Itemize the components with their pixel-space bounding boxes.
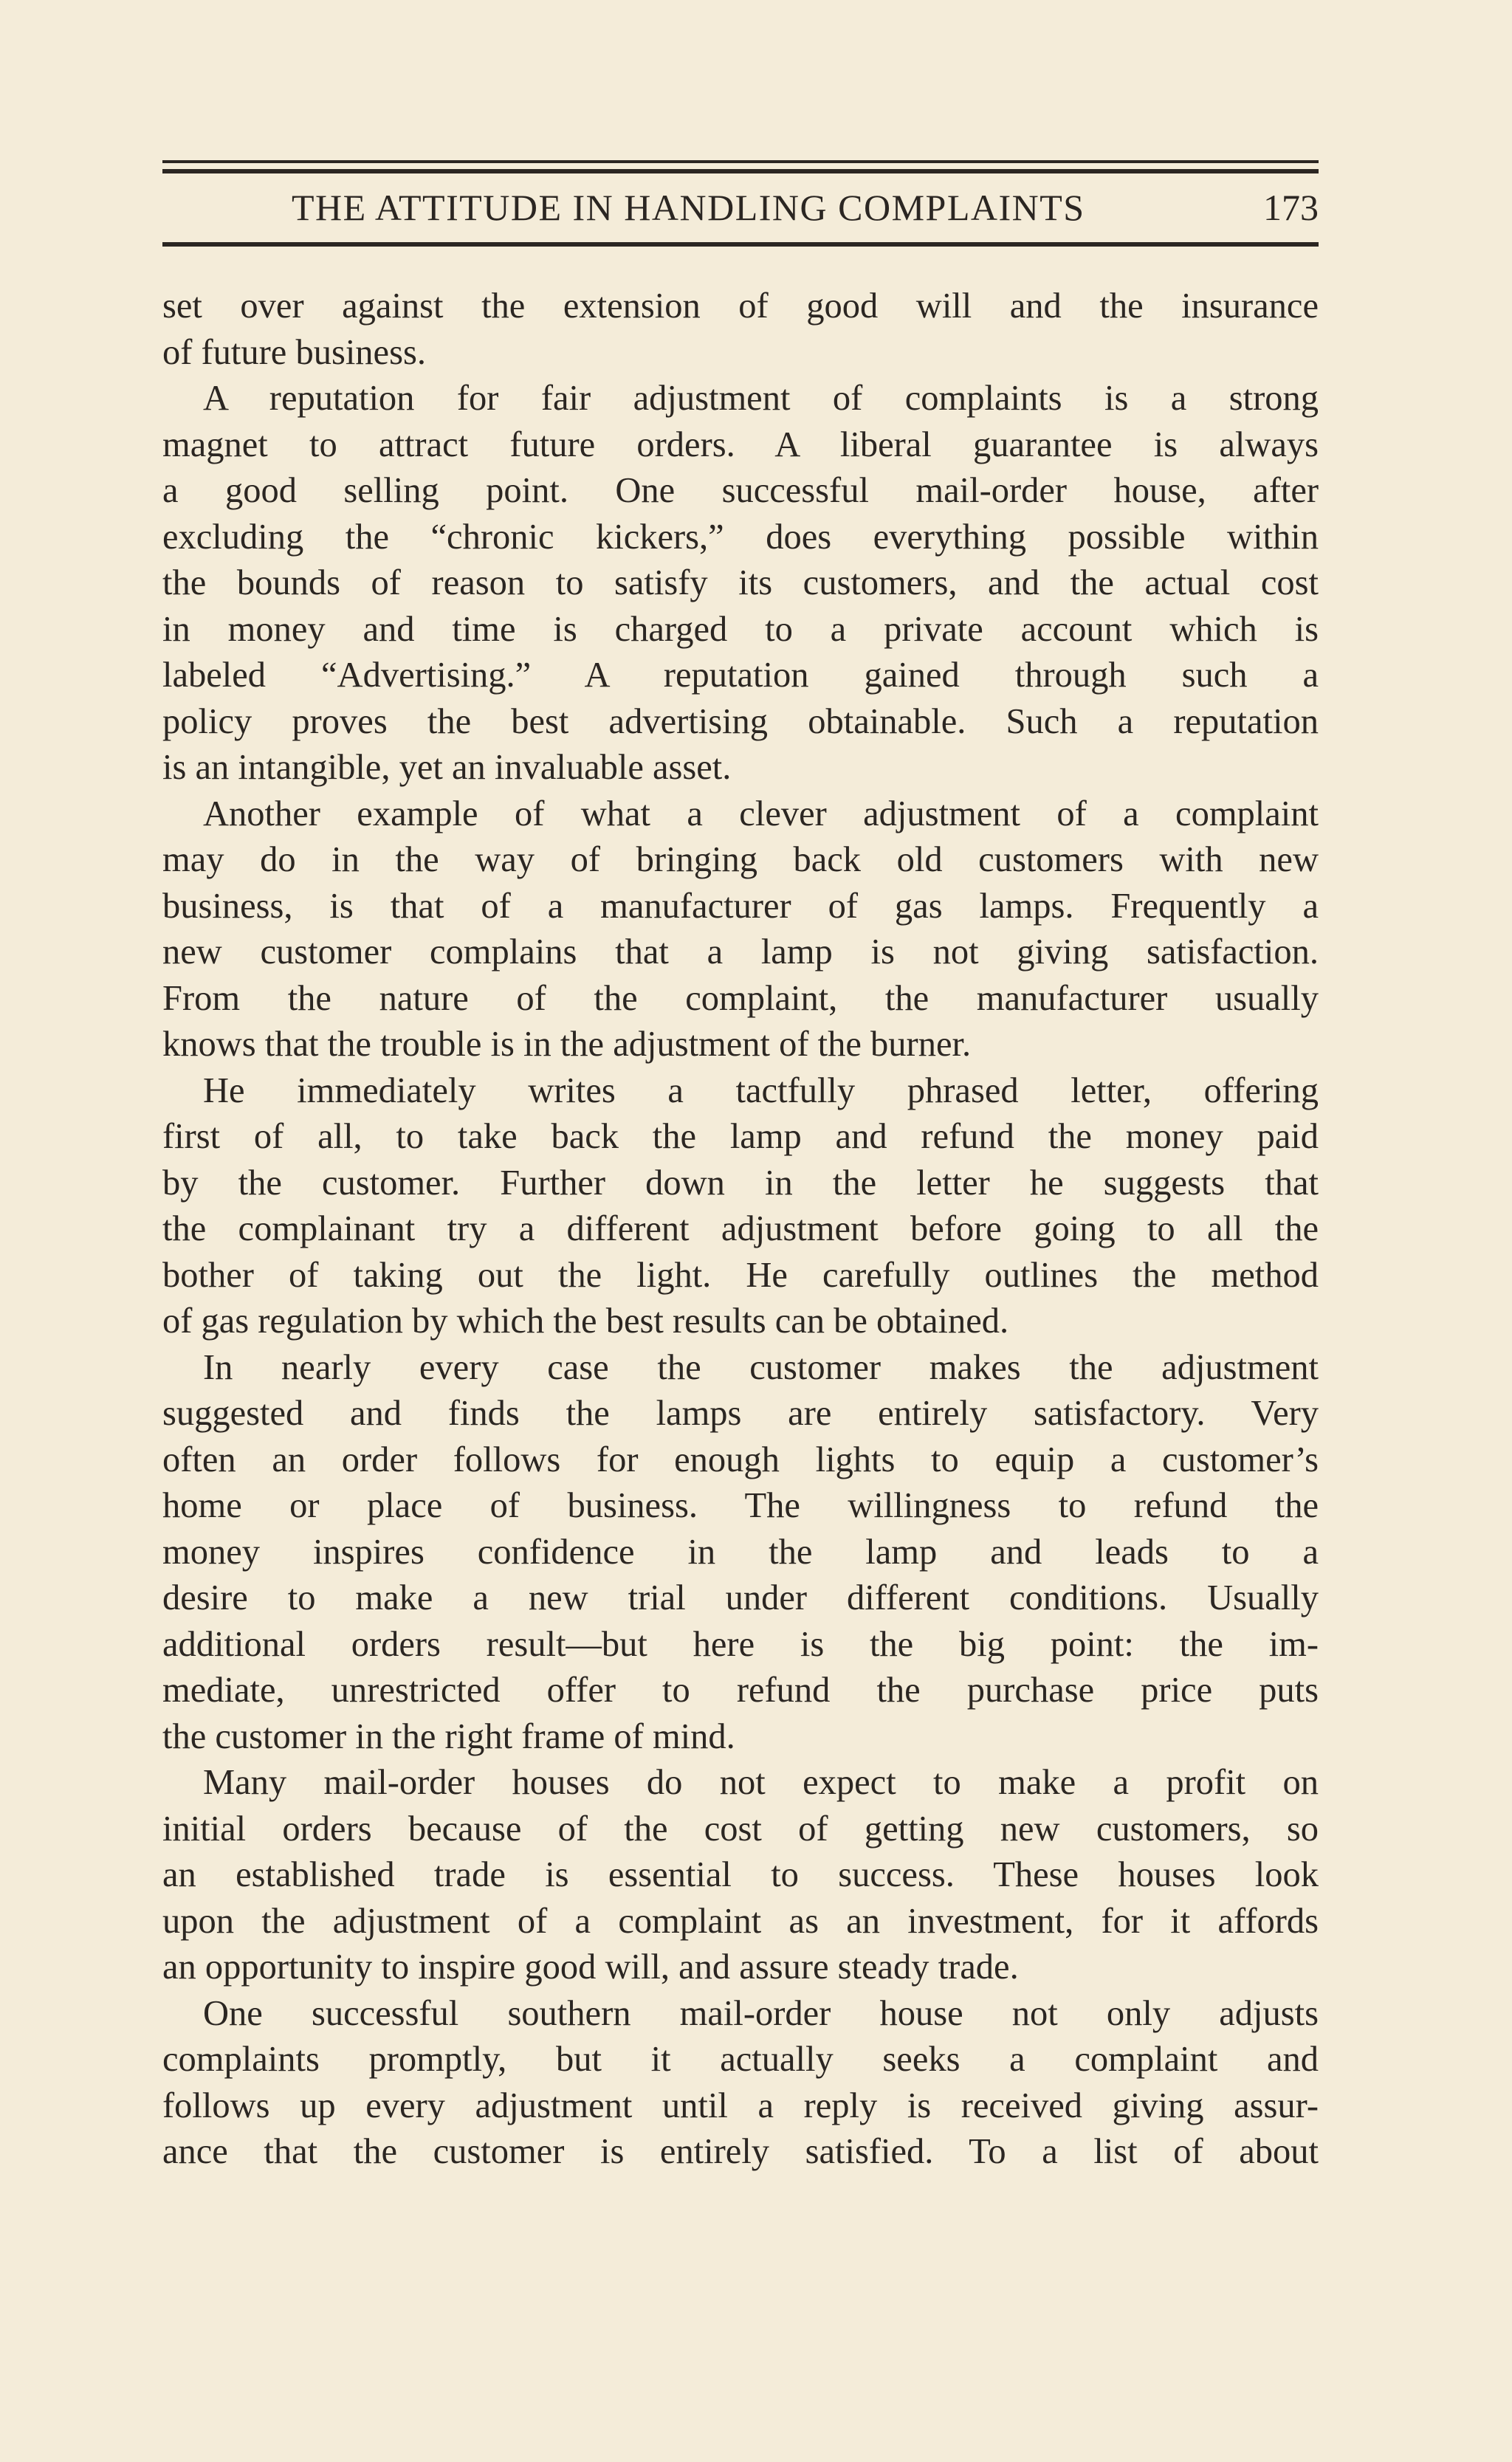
- text-line: knows that the trouble is in the adjustment of the burner.: [162, 1025, 972, 1064]
- text-line: Many mail-order houses do not expect to make a profit on: [203, 1763, 1319, 1802]
- text-line: of future business.: [162, 332, 426, 372]
- text-line: bother of taking out the light. He carefully outlines the method: [162, 1255, 1319, 1295]
- text-line: the bounds of reason to satisfy its customers, and the actual cost: [162, 563, 1319, 602]
- text-line: He immediately writes a tactfully phrased letter, offering: [203, 1070, 1319, 1110]
- text-line: upon the adjustment of a complaint as an investment, for it affords: [162, 1901, 1319, 1941]
- text-line: additional orders result—but here is the big point: the im-: [162, 1624, 1319, 1664]
- text-line: policy proves the best advertising obtainable. Such a reputation: [162, 701, 1319, 741]
- text-line: money inspires confidence in the lamp and leads to a: [162, 1532, 1319, 1572]
- header-rule-top-thick: [162, 169, 1319, 173]
- text-line: complaints promptly, but it actually seeks a complaint and: [162, 2040, 1319, 2079]
- text-line: is an intangible, yet an invaluable asset.: [162, 748, 732, 787]
- text-line: mediate, unrestricted offer to refund the purchase price puts: [162, 1671, 1319, 1710]
- text-line: desire to make a new trial under different conditions. Usually: [162, 1578, 1319, 1617]
- header-rule-bottom: [162, 242, 1319, 247]
- text-line: In nearly every case the customer makes the adjustment: [203, 1347, 1319, 1387]
- text-line: set over against the extension of good will and the insurance: [162, 286, 1319, 326]
- body-text: [162, 283, 1319, 2176]
- header-rule-top-thin: [162, 160, 1319, 163]
- text-line: the complainant try a different adjustment before going to all the: [162, 1209, 1319, 1248]
- text-line: first of all, to take back the lamp and refund the money paid: [162, 1117, 1319, 1156]
- text-line: the customer in the right frame of mind.: [162, 1716, 735, 1756]
- text-line: magnet to attract future orders. A liberal guarantee is always: [162, 424, 1319, 464]
- running-head: [162, 185, 1319, 236]
- text-line: ance that the customer is entirely satisfied. To a list of about: [162, 2132, 1319, 2171]
- text-line: labeled “Advertising.” A reputation gained through such a: [162, 656, 1319, 695]
- text-line: by the customer. Further down in the letter he suggests that: [162, 1163, 1319, 1203]
- text-line: initial orders because of the cost of getting new customers, so: [162, 1809, 1319, 1849]
- text-line: home or place of business. The willingness to refund the: [162, 1486, 1319, 1525]
- text-line: From the nature of the complaint, the manufacturer usually: [162, 978, 1319, 1018]
- text-line: often an order follows for enough lights to equip a customer’s: [162, 1440, 1319, 1479]
- running-title: THE ATTITUDE IN HANDLING COMPLAINTS: [292, 187, 1085, 228]
- text-line: may do in the way of bringing back old customers with new: [162, 840, 1319, 879]
- text-line: follows up every adjustment until a reply is received giving assur-: [162, 2086, 1319, 2125]
- text-line: excluding the “chronic kickers,” does everything possible within: [162, 517, 1319, 557]
- text-line: new customer complains that a lamp is not giving satisfaction.: [162, 932, 1319, 972]
- page-number: 173: [1263, 187, 1319, 228]
- text-line: an established trade is essential to success. These houses look: [162, 1855, 1319, 1894]
- text-line: Another example of what a clever adjustment of a complaint: [203, 794, 1319, 833]
- text-line: One successful southern mail-order house not only adjusts: [203, 1993, 1319, 2033]
- text-line: business, is that of a manufacturer of gas lamps. Frequently a: [162, 886, 1319, 926]
- text-line: an opportunity to inspire good will, and assure steady trade.: [162, 1947, 1019, 1987]
- text-line: of gas regulation by which the best results can be obtained.: [162, 1302, 1009, 1341]
- text-line: A reputation for fair adjustment of complaints is a strong: [203, 379, 1319, 418]
- text-line: suggested and finds the lamps are entirely satisfactory. Very: [162, 1394, 1319, 1433]
- text-line: a good selling point. One successful mail-order house, after: [162, 471, 1319, 510]
- text-line: in money and time is charged to a private account which is: [162, 609, 1319, 649]
